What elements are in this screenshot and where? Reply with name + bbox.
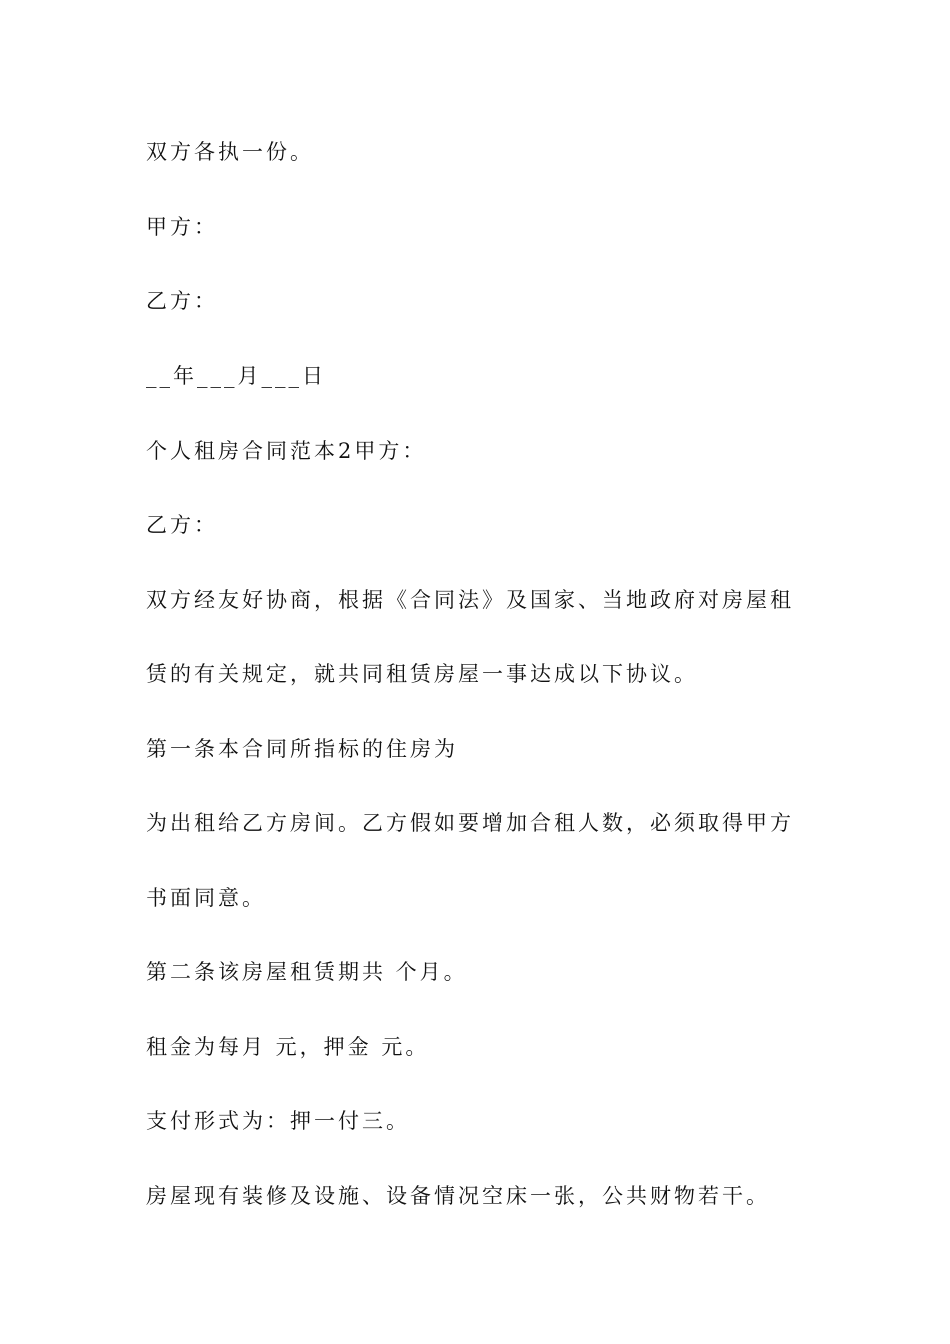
text-line: 第二条该房屋租赁期共 个月。: [146, 960, 468, 984]
text-line: 双方各执一份。: [146, 140, 314, 164]
text-line: 第一条本合同所指标的住房为: [146, 737, 458, 761]
text-line: 书面同意。: [146, 886, 266, 910]
text-line: 为出租给乙方房间。乙方假如要增加合租人数，必须取得甲方: [146, 811, 794, 835]
text-line: 乙方：: [146, 289, 218, 313]
text-line: 双方经友好协商，根据《合同法》及国家、当地政府对房屋租: [146, 588, 794, 612]
text-line: 个人租房合同范本2甲方：: [146, 439, 427, 463]
text-line: __年___月___日: [146, 364, 326, 388]
text-line: 支付形式为：押一付三。: [146, 1109, 410, 1133]
text-line: 甲方：: [146, 215, 218, 239]
text-line: 乙方：: [146, 513, 218, 537]
text-line: 租金为每月 元，押金 元。: [146, 1035, 430, 1059]
text-line: 房屋现有装修及设施、设备情况空床一张，公共财物若干。: [146, 1184, 770, 1208]
text-line: 赁的有关规定，就共同租赁房屋一事达成以下协议。: [146, 662, 698, 686]
